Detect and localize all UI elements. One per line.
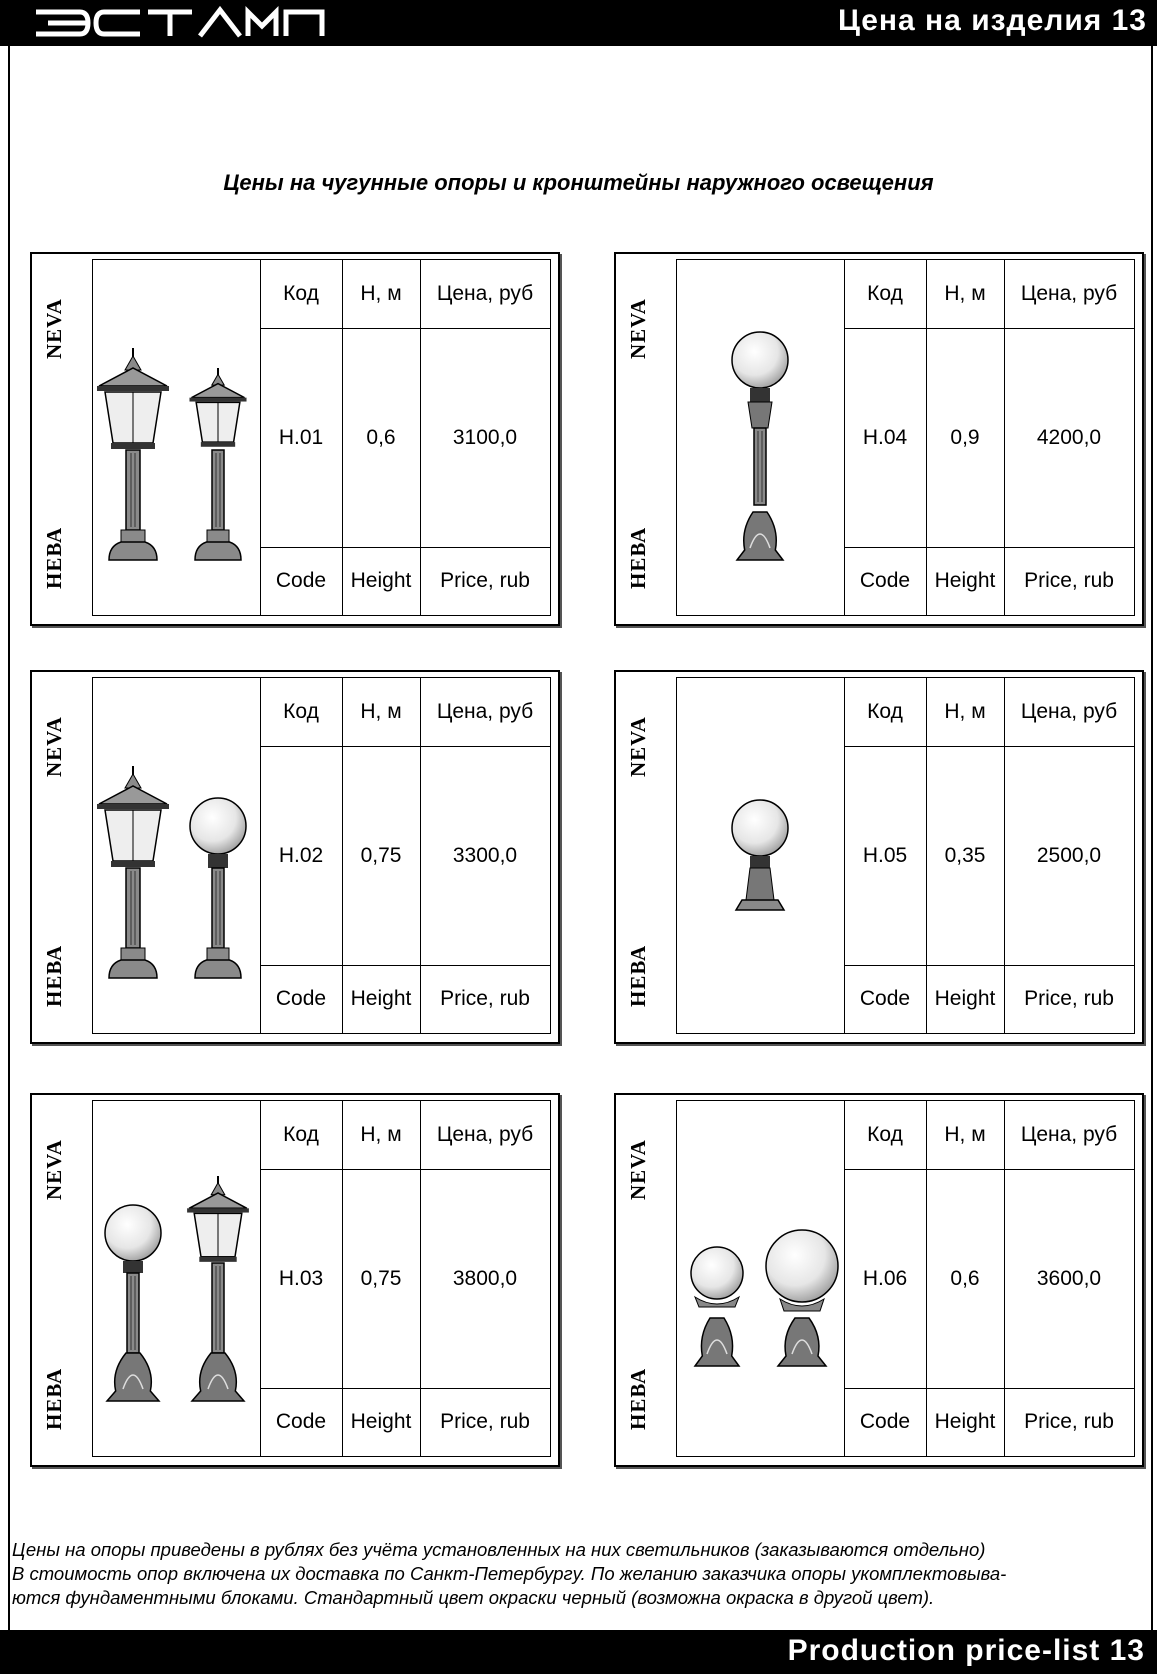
code-value-cell: Н.03	[278, 1266, 324, 1290]
code-header-en-cell: Code	[275, 987, 327, 1010]
estamp-logo	[30, 4, 330, 42]
brand-label-cyrillic: НЕВА	[626, 1367, 650, 1430]
price-value-cell: 3300,0	[452, 843, 518, 867]
product-table-box	[92, 259, 551, 616]
height-header-ru-cell: H, м	[360, 700, 402, 723]
height-value-cell: 0,9	[950, 425, 980, 449]
lamp-post-icon	[97, 766, 169, 978]
code-header-ru-cell: Код	[867, 1123, 903, 1146]
height-header-ru-cell: H, м	[944, 700, 986, 723]
code-value-cell: Н.04	[862, 425, 908, 449]
lamp-post-icon	[732, 332, 788, 560]
price-value-cell: 3800,0	[452, 1266, 518, 1290]
price-header-ru-cell: Цена, руб	[1020, 1123, 1118, 1146]
price-value-cell: 2500,0	[1036, 843, 1102, 867]
brand-label-latin: NEVA	[42, 716, 66, 777]
product-table-box	[676, 259, 1135, 616]
height-header-ru-cell: H, м	[360, 1123, 402, 1146]
footnote	[12, 1538, 1152, 1610]
product-card	[614, 1093, 1144, 1467]
product-illustration	[93, 678, 261, 1033]
height-header-en-cell: Height	[934, 987, 996, 1010]
price-header-en-cell: Price, rub	[1024, 987, 1114, 1010]
code-value-cell: Н.06	[862, 1266, 908, 1290]
product-card	[614, 252, 1144, 626]
product-card	[30, 252, 560, 626]
price-header-ru-cell: Цена, руб	[436, 1123, 534, 1146]
footer-title: Production price-list 13	[787, 1634, 1145, 1667]
product-table-box	[676, 1100, 1135, 1457]
price-table	[844, 1101, 1134, 1456]
product-illustration	[677, 678, 845, 1033]
product-table-box	[92, 1100, 551, 1457]
price-table	[260, 678, 550, 1033]
brand-label-cyrillic: НЕВА	[626, 944, 650, 1007]
code-header-ru-cell: Код	[867, 700, 903, 723]
price-table	[844, 678, 1134, 1033]
price-header-en-cell: Price, rub	[440, 1410, 530, 1433]
price-header-ru-cell: Цена, руб	[436, 700, 534, 723]
brand-label-cyrillic: НЕВА	[42, 944, 66, 1007]
lamp-post-icon	[691, 1247, 743, 1366]
price-header-ru-cell: Цена, руб	[436, 282, 534, 305]
code-header-en-cell: Code	[275, 569, 327, 592]
footnote-line-2: В стоимость опор включена их доставка по Санкт-Петербургу. По желанию заказчика опоры укомплектовыва-	[12, 1563, 1007, 1584]
product-illustration	[677, 1101, 845, 1456]
product-table-box	[92, 677, 551, 1034]
code-header-ru-cell: Код	[283, 282, 319, 305]
lamp-post-icon	[97, 348, 169, 560]
price-value-cell: 3100,0	[452, 425, 518, 449]
footnote-line-3: ются фундаментными блоками. Стандартный цвет окраски черный (возможна окраска в другой цвет).	[12, 1587, 935, 1608]
lamp-post-icon	[189, 368, 246, 560]
code-value-cell: Н.01	[278, 425, 324, 449]
brand-label-latin: NEVA	[626, 716, 650, 777]
lamp-post-icon	[105, 1205, 161, 1401]
brand-label-cyrillic: НЕВА	[626, 526, 650, 589]
code-header-en-cell: Code	[859, 987, 911, 1010]
brand-label-latin: NEVA	[42, 1139, 66, 1200]
product-illustration	[677, 260, 845, 615]
height-value-cell: 0,6	[950, 1266, 980, 1290]
height-header-ru-cell: H, м	[944, 282, 986, 305]
height-value-cell: 0,75	[360, 1266, 402, 1290]
price-table	[260, 260, 550, 615]
price-table	[260, 1101, 550, 1456]
product-illustration	[93, 260, 261, 615]
footnote-line-1: Цены на опоры приведены в рублях без учёта установленных на них светильников (заказываются отдельно)	[12, 1539, 986, 1560]
height-value-cell: 0,75	[360, 843, 402, 867]
price-header-ru-cell: Цена, руб	[1020, 282, 1118, 305]
price-header-en-cell: Price, rub	[1024, 1410, 1114, 1433]
price-value-cell: 3600,0	[1036, 1266, 1102, 1290]
code-value-cell: Н.02	[278, 843, 324, 867]
code-value-cell: Н.05	[862, 843, 908, 867]
lamp-post-icon	[766, 1230, 838, 1366]
height-header-ru-cell: H, м	[360, 282, 402, 305]
product-table-box	[676, 677, 1135, 1034]
brand-label-cyrillic: НЕВА	[42, 526, 66, 589]
price-header-ru-cell: Цена, руб	[1020, 700, 1118, 723]
code-header-en-cell: Code	[859, 569, 911, 592]
height-value-cell: 0,35	[944, 843, 986, 867]
code-header-ru-cell: Код	[867, 282, 903, 305]
price-header-en-cell: Price, rub	[440, 569, 530, 592]
code-header-ru-cell: Код	[283, 700, 319, 723]
brand-label-latin: NEVA	[626, 298, 650, 359]
height-header-en-cell: Height	[350, 1410, 412, 1433]
product-card	[614, 670, 1144, 1044]
price-header-en-cell: Price, rub	[1024, 569, 1114, 592]
product-card	[30, 1093, 560, 1467]
brand-label-latin: NEVA	[42, 298, 66, 359]
height-header-en-cell: Height	[934, 1410, 996, 1433]
code-header-ru-cell: Код	[283, 1123, 319, 1146]
product-illustration	[93, 1101, 261, 1456]
height-value-cell: 0,6	[366, 425, 396, 449]
page-title: Цена на изделия 13	[837, 4, 1147, 37]
code-header-en-cell: Code	[275, 1410, 327, 1433]
brand-label-latin: NEVA	[626, 1139, 650, 1200]
height-header-en-cell: Height	[350, 987, 412, 1010]
height-header-en-cell: Height	[934, 569, 996, 592]
price-table	[844, 260, 1134, 615]
height-header-en-cell: Height	[350, 569, 412, 592]
price-header-en-cell: Price, rub	[440, 987, 530, 1010]
lamp-post-icon	[187, 1176, 249, 1401]
lamp-post-icon	[732, 800, 788, 910]
section-heading: Цены на чугунные опоры и кронштейны наружного освещения	[223, 170, 934, 195]
brand-label-cyrillic: НЕВА	[42, 1367, 66, 1430]
price-value-cell: 4200,0	[1036, 425, 1102, 449]
code-header-en-cell: Code	[859, 1410, 911, 1433]
lamp-post-icon	[190, 798, 246, 978]
height-header-ru-cell: H, м	[944, 1123, 986, 1146]
footer-bar	[0, 1630, 1157, 1674]
product-card	[30, 670, 560, 1044]
